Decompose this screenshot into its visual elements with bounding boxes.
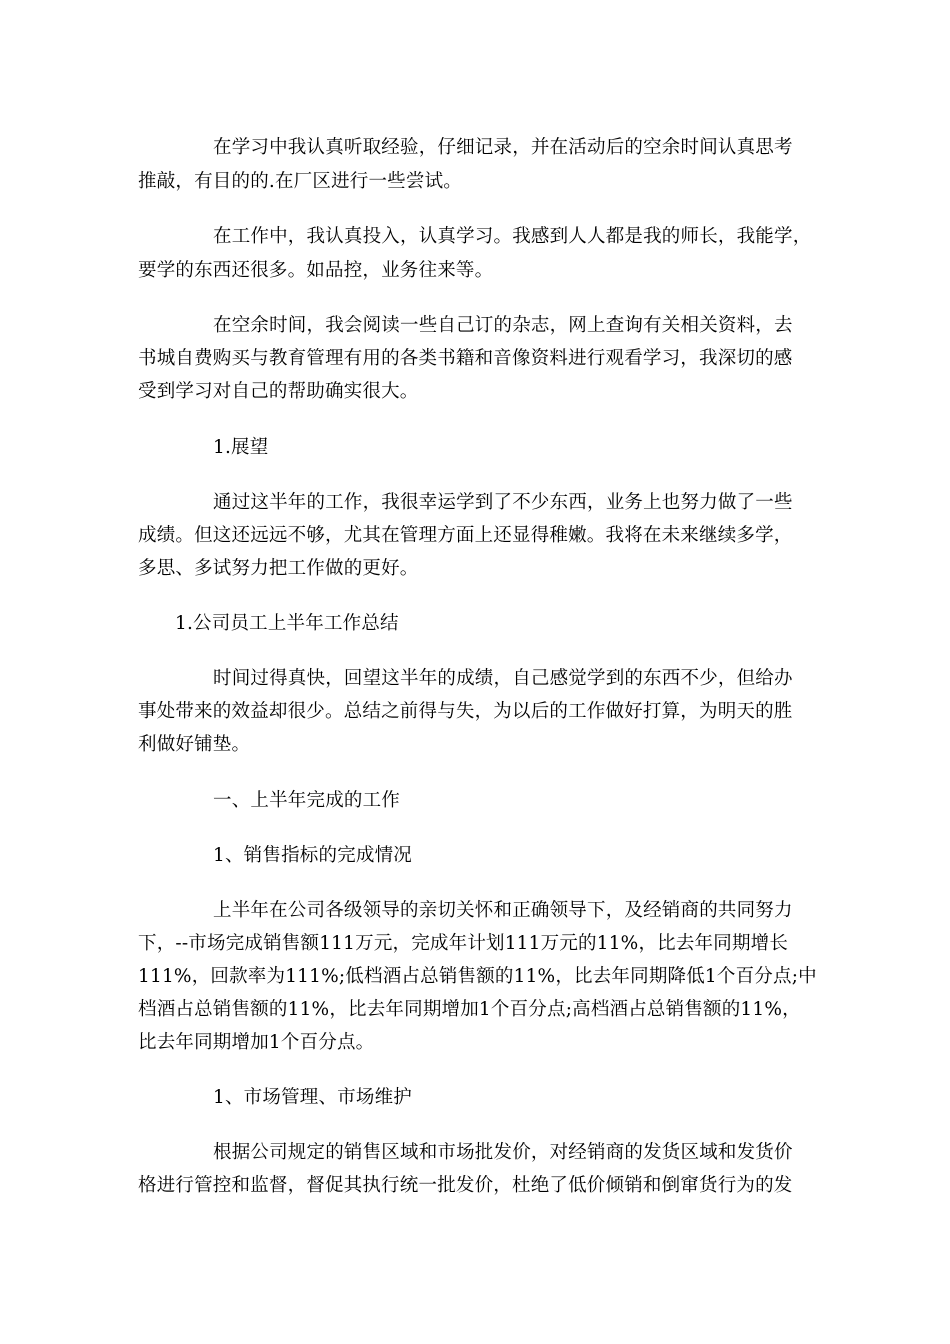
- text-line: 通过这半年的工作，我很幸运学到了不少东西，业务上也努力做了一些: [213, 492, 793, 513]
- text-line: 在学习中我认真听取经验，仔细记录，并在活动后的空余时间认真思考: [213, 137, 793, 158]
- text-line: 利做好铺垫。: [138, 734, 251, 755]
- text-line: 在空余时间，我会阅读一些自己订的杂志，网上查询有关相关资料，去: [213, 315, 793, 336]
- section-heading: 1、销售指标的完成情况: [213, 845, 412, 866]
- section-heading: 1.展望: [213, 437, 269, 458]
- section-heading: 1、市场管理、市场维护: [213, 1087, 412, 1108]
- section-heading: 1.公司员工上半年工作总结: [175, 613, 399, 634]
- text-line: 比去年同期增加1个百分点。: [138, 1032, 375, 1053]
- text-line: 事处带来的效益却很少。总结之前得与失，为以后的工作做好打算，为明天的胜: [138, 701, 793, 722]
- text-line: 根据公司规定的销售区域和市场批发价，对经销商的发货区域和发货价: [213, 1142, 793, 1163]
- text-line: 多思、多试努力把工作做的更好。: [138, 558, 419, 579]
- text-line: 要学的东西还很多。如品控，业务往来等。: [138, 260, 494, 281]
- text-line: 书城自费购买与教育管理有用的各类书籍和音像资料进行观看学习，我深切的感: [138, 348, 793, 369]
- text-line: 成绩。但这还远远不够，尤其在管理方面上还显得稚嫩。我将在未来继续多学，: [138, 525, 793, 546]
- text-line: 时间过得真快，回望这半年的成绩，自己感觉学到的东西不少，但给办: [213, 668, 793, 689]
- text-line: 在工作中，我认真投入，认真学习。我感到人人都是我的师长，我能学，: [213, 226, 812, 247]
- text-line: 格进行管控和监督，督促其执行统一批发价，杜绝了低价倾销和倒窜货行为的发: [138, 1175, 793, 1196]
- text-line: 受到学习对自己的帮助确实很大。: [138, 381, 419, 402]
- text-line: 档酒占总销售额的11%，比去年同期增加1个百分点;高档酒占总销售额的11%，: [138, 999, 801, 1020]
- section-heading: 一、上半年完成的工作: [213, 790, 401, 811]
- text-line: 下，--市场完成销售额111万元，完成年计划111万元的11%，比去年同期增长: [138, 933, 789, 954]
- text-line: 推敲，有目的的.在厂区进行一些尝试。: [138, 171, 462, 192]
- text-line: 上半年在公司各级领导的亲切关怀和正确领导下，及经销商的共同努力: [213, 900, 793, 921]
- text-line: 111%，回款率为111%;低档酒占总销售额的11%，比去年同期降低1个百分点;中: [138, 966, 817, 987]
